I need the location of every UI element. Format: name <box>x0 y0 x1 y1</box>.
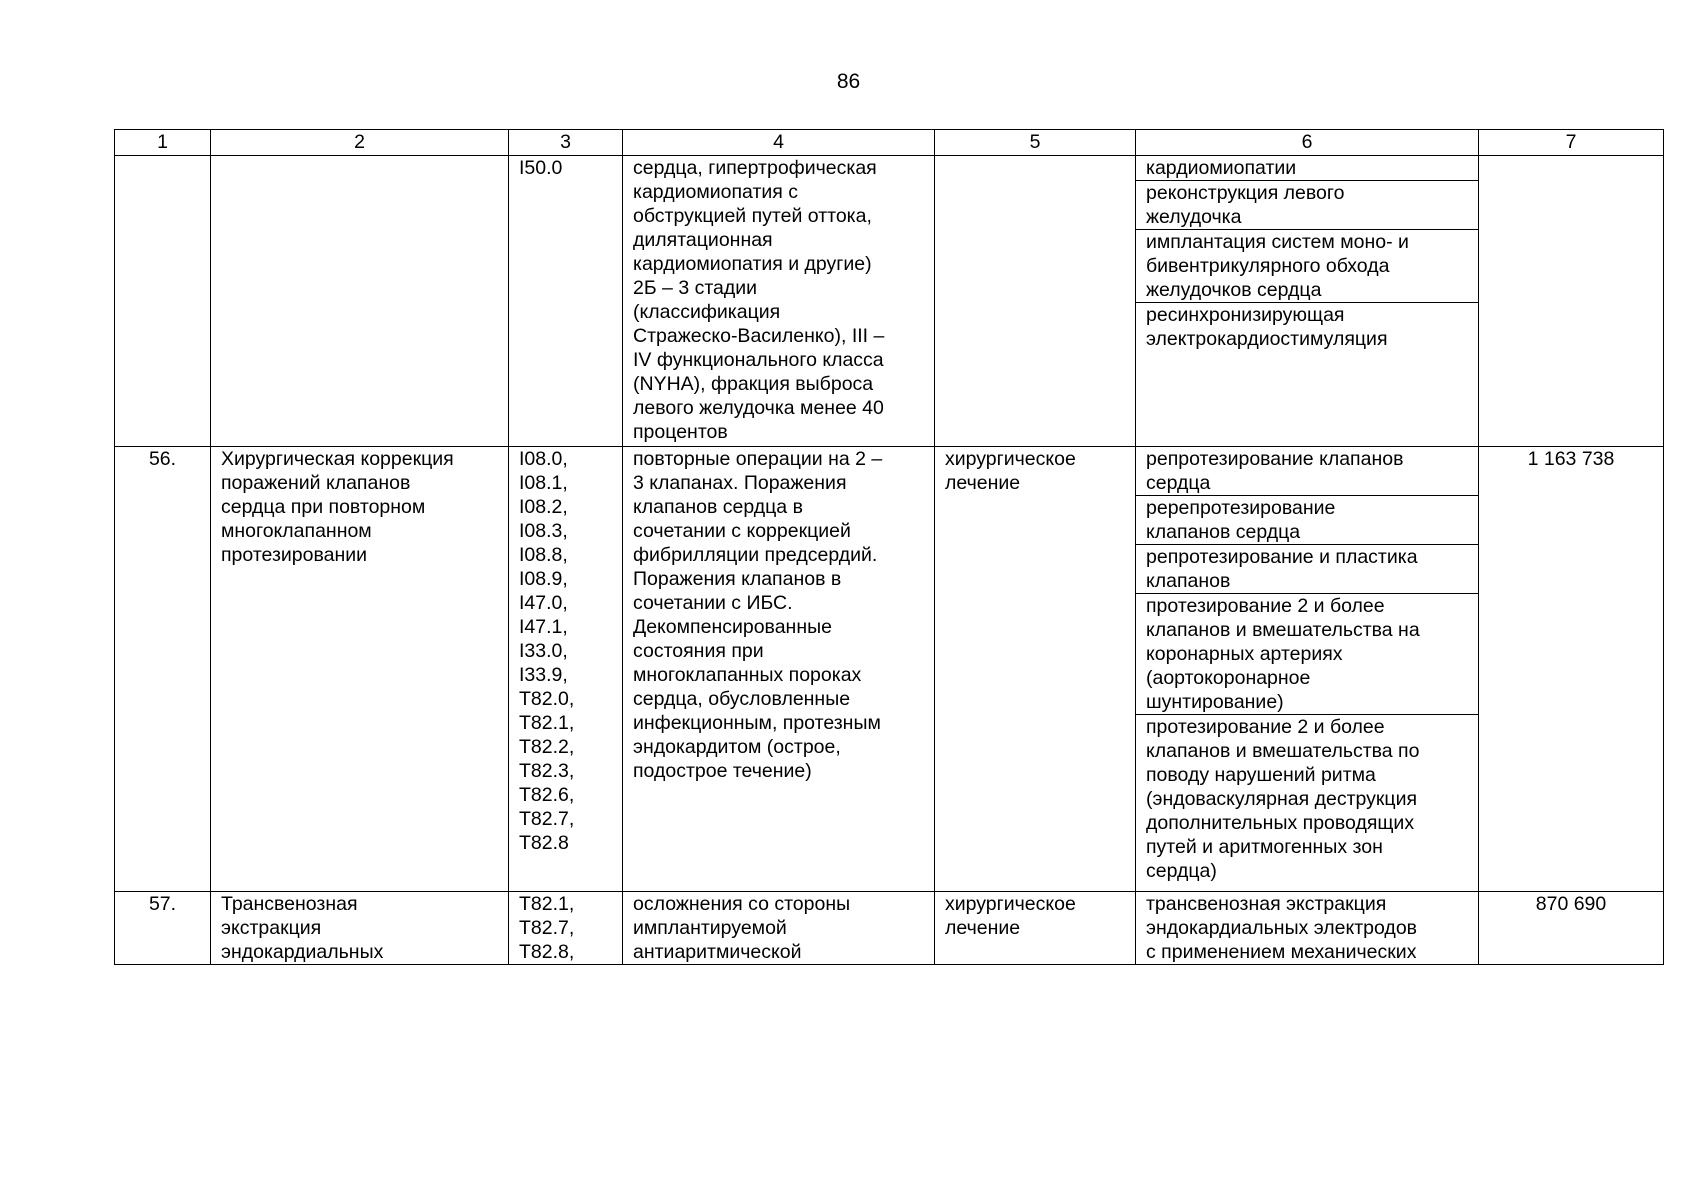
treatment-method-line: клапанов и вмешательства на <box>1146 619 1420 641</box>
patient-model-line: осложнения со стороны <box>633 893 851 915</box>
treatment-method-line: репротезирование и пластика <box>1146 546 1418 568</box>
table-row <box>115 447 1664 892</box>
treatment-type-line: хирургическое <box>945 448 1076 470</box>
icd-code: T82.1, <box>519 712 575 734</box>
treatment-method-line: желудочков сердца <box>1146 279 1322 301</box>
icd-code: T82.8, <box>519 941 575 963</box>
treatment-method-line: ресинхронизирующая <box>1146 304 1345 326</box>
treatment-method-line: репротезирование клапанов <box>1146 448 1404 470</box>
row-number: 57. <box>148 893 177 915</box>
patient-model-line: подострое течение) <box>633 760 812 782</box>
treatment-method-line: клапанов и вмешательства по <box>1146 740 1420 762</box>
icd-code: I08.1, <box>519 472 568 494</box>
treatment-method-line: желудочка <box>1146 206 1242 228</box>
icd-code: T82.0, <box>519 688 575 710</box>
patient-model-line: эндокардитом (острое, <box>633 736 841 758</box>
patient-model-line: сочетании с ИБС. <box>633 592 793 614</box>
treatment-method-line: бивентрикулярного обхода <box>1146 255 1390 277</box>
patient-model-line: имплантируемой <box>633 917 787 939</box>
patient-model-line: состояния при <box>633 640 764 662</box>
treatment-method-line: реконструкция левого <box>1146 182 1345 204</box>
icd-code: I33.9, <box>519 664 568 686</box>
treatment-method-line: шунтирование) <box>1146 691 1284 713</box>
treatment-method-line: кардиомиопатии <box>1146 157 1297 179</box>
page-number: 86 <box>836 70 861 93</box>
patient-model-line: Поражения клапанов в <box>633 568 842 590</box>
care-type-line: Трансвенозная <box>221 893 358 915</box>
services-table <box>114 129 1664 965</box>
patient-model-line: кардиомиопатия с <box>633 181 798 203</box>
care-type-cell <box>211 892 509 965</box>
patient-model-cell <box>623 156 935 447</box>
treatment-method-line: клапанов сердца <box>1146 521 1301 543</box>
treatment-method <box>1136 594 1478 715</box>
row-number: 56. <box>148 448 177 470</box>
header-cell: 7 <box>1479 130 1664 156</box>
treatment-method-line: электрокардиостимуляция <box>1146 328 1388 350</box>
row-number-cell <box>115 156 211 447</box>
treatment-method-line: протезирование 2 и более <box>1146 716 1385 738</box>
treatment-type-line: хирургическое <box>945 893 1076 915</box>
treatment-method-line: сердца <box>1146 472 1211 494</box>
patient-model-line: многоклапанных пороках <box>633 664 862 686</box>
patient-model-line: IV функционального класса <box>633 349 884 371</box>
icd-code: I08.3, <box>519 520 568 542</box>
treatment-methods-cell <box>1136 156 1479 447</box>
treatment-method-line: сердца) <box>1146 860 1217 882</box>
care-type-line: эндокардиальных <box>221 941 384 963</box>
header-cell: 6 <box>1136 130 1479 156</box>
treatment-method <box>1136 230 1478 303</box>
row-number-cell <box>115 892 211 965</box>
icd-codes-cell <box>509 892 623 965</box>
treatment-method-line: эндокардиальных электродов <box>1146 917 1418 939</box>
care-type-line: Хирургическая коррекция <box>221 448 454 470</box>
header-cell: 4 <box>623 130 935 156</box>
table-header-row <box>115 130 1664 156</box>
icd-code: T82.2, <box>519 736 575 758</box>
treatment-method <box>1136 496 1478 545</box>
treatment-method-line: имплантация систем моно- и <box>1146 231 1409 253</box>
patient-model-cell <box>623 447 935 892</box>
table-row <box>115 156 1664 447</box>
patient-model-line: повторные операции на 2 – <box>633 448 883 470</box>
cost-cell <box>1479 892 1664 965</box>
icd-code: I08.2, <box>519 496 568 518</box>
patient-model-line: кардиомиопатия и другие) <box>633 253 872 275</box>
patient-model-line: левого желудочка менее 40 <box>633 397 884 419</box>
patient-model-line: 2Б – 3 стадии <box>633 277 758 299</box>
treatment-method-line: с применением механических <box>1146 941 1417 963</box>
patient-model-line: дилятационная <box>633 229 773 251</box>
icd-code: T82.3, <box>519 760 575 782</box>
cost-value: 1 163 738 <box>1527 448 1615 470</box>
cost-cell <box>1479 447 1664 892</box>
cost-value: 870 690 <box>1535 893 1607 915</box>
icd-code: I08.0, <box>519 448 568 470</box>
icd-code: T82.8 <box>519 832 569 854</box>
icd-codes-cell <box>509 447 623 892</box>
patient-model-line: инфекционным, протезным <box>633 712 881 734</box>
header-cell: 5 <box>935 130 1136 156</box>
icd-code: T82.7, <box>519 917 575 939</box>
icd-codes-cell <box>509 156 623 447</box>
row-number-cell <box>115 447 211 892</box>
treatment-method-line: поводу нарушений ритма <box>1146 764 1376 786</box>
icd-code: I47.0, <box>519 592 568 614</box>
patient-model-line: процентов <box>633 421 728 443</box>
patient-model-line: сочетании с коррекцией <box>633 520 851 542</box>
treatment-method <box>1136 181 1478 230</box>
treatment-type-cell <box>935 156 1136 447</box>
patient-model-line: Декомпенсированные <box>633 616 832 638</box>
patient-model-line: (классификация <box>633 301 781 323</box>
patient-model-line: обструкцией путей оттока, <box>633 205 872 227</box>
treatment-method <box>1136 892 1478 964</box>
care-type-line: поражений клапанов <box>221 472 411 494</box>
treatment-method-line: коронарных артериях <box>1146 643 1343 665</box>
patient-model-line: сердца, обусловленные <box>633 688 851 710</box>
treatment-method-line: трансвенозная экстракция <box>1146 893 1387 915</box>
icd-code: I50.0 <box>519 157 563 179</box>
cost-cell <box>1479 156 1664 447</box>
icd-code: I47.1, <box>519 616 568 638</box>
treatment-method-line: дополнительных проводящих <box>1146 812 1415 834</box>
icd-code: I33.0, <box>519 640 568 662</box>
icd-code: I08.9, <box>519 568 568 590</box>
patient-model-line: 3 клапанах. Поражения <box>633 472 847 494</box>
care-type-line: протезировании <box>221 544 368 566</box>
patient-model-line: антиаритмической <box>633 941 802 963</box>
patient-model-line: Стражеско-Василенко), III – <box>633 325 885 347</box>
treatment-type-line: лечение <box>945 472 1021 494</box>
treatment-method <box>1136 715 1478 883</box>
care-type-cell <box>211 447 509 892</box>
treatment-method-line: клапанов <box>1146 570 1231 592</box>
care-type-line: многоклапанном <box>221 520 372 542</box>
header-cell: 3 <box>509 130 623 156</box>
treatment-type-cell <box>935 892 1136 965</box>
treatment-method-line: путей и аритмогенных зон <box>1146 836 1383 858</box>
table-row <box>115 892 1664 965</box>
treatment-type-line: лечение <box>945 917 1021 939</box>
treatment-method <box>1136 303 1478 351</box>
treatment-method-line: протезирование 2 и более <box>1146 595 1385 617</box>
treatment-methods-cell <box>1136 892 1479 965</box>
treatment-method-line: (эндоваскулярная деструкция <box>1146 788 1418 810</box>
treatment-method-line: (аортокоронарное <box>1146 667 1311 689</box>
icd-code: I08.8, <box>519 544 568 566</box>
icd-code: T82.6, <box>519 784 575 806</box>
header-cell: 2 <box>211 130 509 156</box>
treatment-method <box>1136 447 1478 496</box>
treatment-method <box>1136 156 1478 181</box>
treatment-methods-cell <box>1136 447 1479 892</box>
care-type-line: экстракция <box>221 917 322 939</box>
treatment-type-cell <box>935 447 1136 892</box>
icd-code: T82.1, <box>519 893 575 915</box>
patient-model-line: сердца, гипертрофическая <box>633 157 877 179</box>
treatment-method <box>1136 545 1478 594</box>
header-cell: 1 <box>115 130 211 156</box>
treatment-method-line: ререпротезирование <box>1146 497 1336 519</box>
care-type-line: сердца при повторном <box>221 496 426 518</box>
icd-code: T82.7, <box>519 808 575 830</box>
patient-model-line: (NYHA), фракция выброса <box>633 373 874 395</box>
patient-model-cell <box>623 892 935 965</box>
care-type-cell <box>211 156 509 447</box>
patient-model-line: клапанов сердца в <box>633 496 803 518</box>
patient-model-line: фибрилляции предсердий. <box>633 544 878 566</box>
